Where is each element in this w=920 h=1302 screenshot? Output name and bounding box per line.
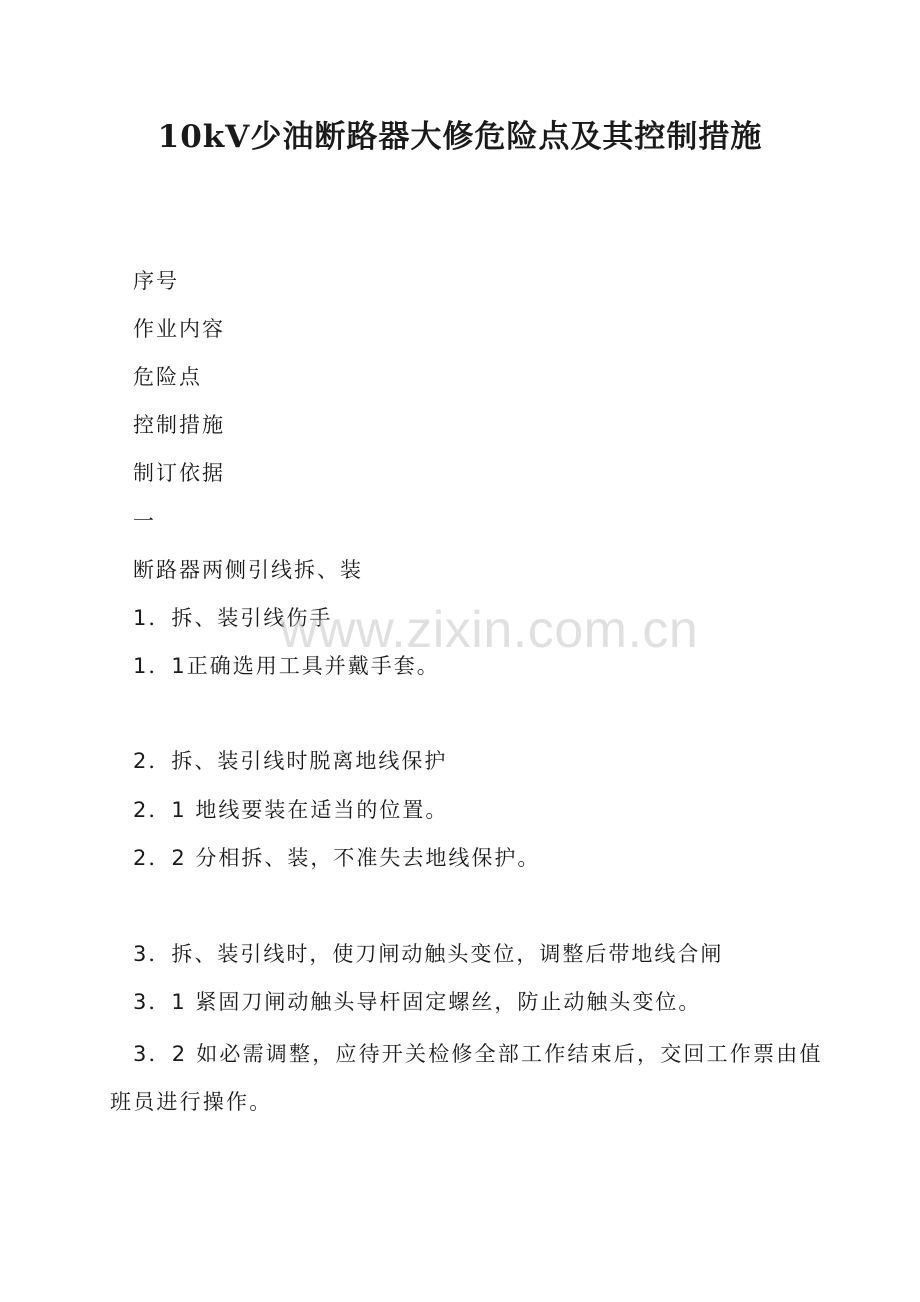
text-line-measure-3-2: 3．2 如必需调整，应待开关检修全部工作结束后，交回工作票由值班员进行操作。 <box>110 1042 823 1114</box>
text-line-header-index: 序号 <box>133 269 179 293</box>
text-line-header-hazard: 危险点 <box>133 365 202 389</box>
text-line-hazard-2: 2．拆、装引线时脱离地线保护 <box>133 749 448 773</box>
text-line-hazard-3: 3．拆、装引线时，使刀闸动触头变位，调整后带地线合闸 <box>133 942 724 966</box>
text-line-section-title: 断路器两侧引线拆、装 <box>133 558 363 582</box>
text-line-section-number: 一 <box>133 509 156 533</box>
watermark-text: www.zixin.com.cn <box>280 601 699 659</box>
text-line-header-basis: 制订依据 <box>133 461 225 485</box>
text-line-measure-1-1: 1．1正确选用工具并戴手套。 <box>133 654 440 678</box>
text-line-header-measures: 控制措施 <box>133 413 225 437</box>
document-title: 10kV少油断路器大修危险点及其控制措施 <box>157 119 763 155</box>
text-line-measure-2-2: 2．2 分相拆、装，不准失去地线保护。 <box>133 846 541 870</box>
text-line-hazard-1: 1．拆、装引线伤手 <box>133 606 333 630</box>
text-line-measure-2-1: 2．1 地线要装在适当的位置。 <box>133 798 449 822</box>
text-line-measure-3-1: 3．1 紧固刀闸动触头导杆固定螺丝，防止动触头变位。 <box>133 990 702 1014</box>
text-line-header-content: 作业内容 <box>133 317 225 341</box>
